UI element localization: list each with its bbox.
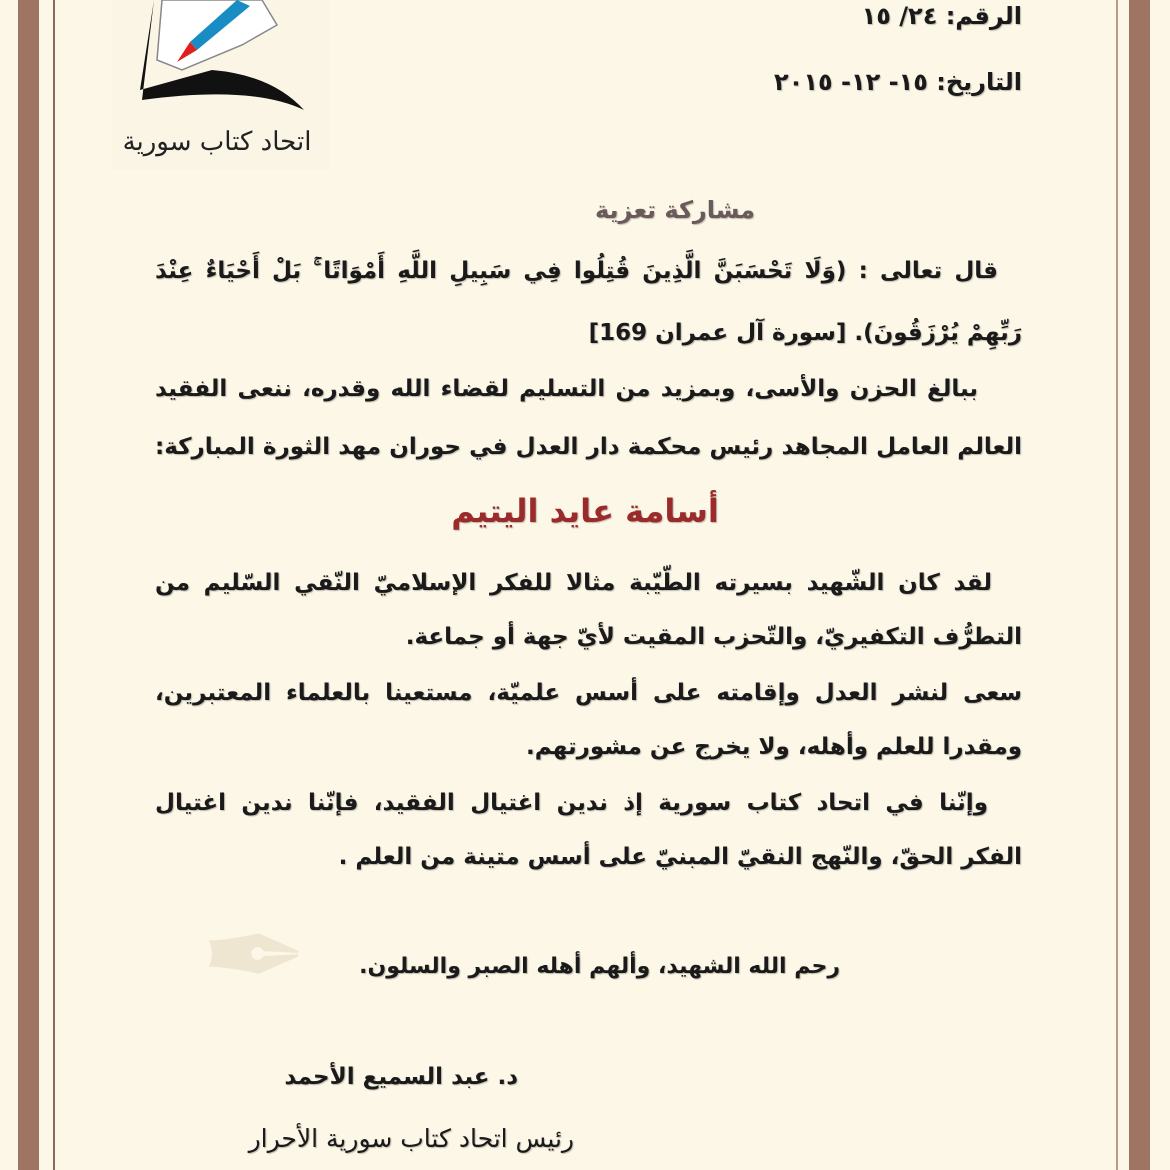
paragraph-1-line-2: العالم العامل المجاهد رئيس محكمة دار العدل في حوران مهد الثورة المباركة: [155,434,1022,460]
signatory-position: رئيس اتحاد كتاب سورية الأحرار [248,1124,574,1153]
document-title: مشاركة تعزية [594,196,756,224]
paragraph-1-line-1: ببالغ الحزن والأسى، وبمزيد من التسليم لقضاء الله وقدره، ننعى الفقيد [155,376,978,402]
watermark-logo: ✒ [200,880,309,1032]
right-border-line [1116,0,1118,1170]
signatory-name: د. عبد السميع الأحمد [284,1064,518,1090]
deceased-name: أسامة عايد اليتيم [451,492,719,530]
left-border-line [53,0,55,1170]
paragraph-4-line-2: الفكر الحقّ، والنّهج النقيّ المبنيّ على أسس متينة من العلم . [338,844,1022,870]
document-date: التاريخ: ١٥- ١٢- ٢٠١٥ [774,68,1022,96]
closing-prayer: رحم الله الشهيد، وألهم أهله الصبر والسلون. [359,954,840,979]
quran-verse-line-2: رَبِّهِمْ يُرْزَقُونَ). [سورة آل عمران 169] [588,320,1022,346]
paragraph-4-line-1: وإنّنا في اتحاد كتاب سورية إذ ندين اغتيال الفقيد، فإنّنا ندين اغتيال [155,790,988,816]
paragraph-3-line-2: ومقدرا للعلم وأهله، ولا يخرج عن مشورتهم. [525,734,1022,760]
paragraph-2-line-1: لقد كان الشّهيد بسيرته الطّيّبة مثالا للفكر الإسلاميّ النّقي السّليم من [155,570,992,596]
paragraph-3-line-1: سعى لنشر العدل وإقامته على أسس علميّة، مستعينا بالعلماء المعتبرين، [155,680,1022,706]
reference-number: الرقم: ٢٤/ ١٥ [861,2,1022,30]
right-border-band [1129,0,1150,1170]
left-border-band [18,0,39,1170]
paragraph-2-line-2: التطرُّف التكفيريّ، والتّحزب المقيت لأيّ جهة أو جماعة. [405,624,1022,650]
union-logo [112,0,330,170]
logo-text: اتحاد كتاب سورية [122,127,312,157]
quran-verse-line-1: قال تعالى : (وَلَا تَحْسَبَنَّ الَّذِينَ قُتِلُوا فِي سَبِيلِ اللَّهِ أَمْوَاتًا ۚ بَلْ أَحْيَاءٌ عِنْدَ [155,258,998,284]
